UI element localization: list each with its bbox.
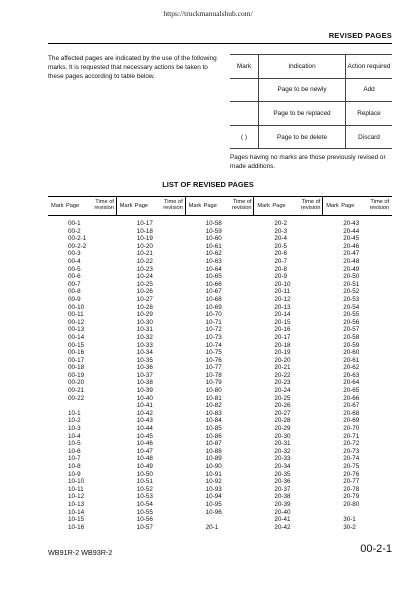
page-entry: 20-50 (343, 273, 360, 281)
legend-indication: Page to be newly (259, 78, 346, 102)
legend-row (230, 78, 392, 102)
page-entry: 20-32 (274, 447, 291, 455)
page-entry: 10-9 (68, 470, 81, 478)
page-entry: 20-3 (274, 227, 287, 235)
page-entry: 10-17 (136, 220, 153, 227)
page-entry: 00-14 (68, 333, 85, 341)
page-entry: 10-40 (136, 394, 153, 402)
footer-page-number: 00-2-1 (360, 543, 392, 555)
page-entry: 20-78 (343, 485, 360, 493)
page-entry: 10-58 (205, 220, 222, 227)
page-entry: 20-20 (274, 356, 291, 364)
page-entry (68, 402, 86, 410)
page-entry: 20-59 (343, 341, 360, 349)
page-entry: 10-21 (136, 250, 153, 258)
page-entry: 10-77 (205, 364, 222, 372)
page-entry (206, 516, 222, 524)
col-header-page: Page (272, 203, 286, 209)
page-entry: 10-43 (136, 417, 153, 425)
page-entry: 30-2 (343, 523, 356, 531)
page-entry: 00-2 (68, 227, 81, 235)
page-entry: 00-2-2 (68, 242, 87, 250)
page-entry: 20-11 (274, 288, 291, 296)
page-entry: 10-50 (136, 470, 153, 478)
page-entry: 20-68 (343, 409, 360, 417)
page-entry: 20-18 (274, 341, 291, 349)
col-header-mark: Mark (257, 203, 271, 209)
intro-paragraph: The affected pages are indicated by the use of the following marks. It is requested that necessary actions be taken to these pages according to table below. (48, 55, 217, 80)
page-entry: 20-7 (274, 257, 287, 265)
page-column (68, 220, 86, 531)
page-entry: 10-14 (68, 508, 85, 516)
page-entry: 20-63 (343, 371, 360, 379)
page-entry: 20-12 (274, 295, 291, 303)
column-divider (185, 197, 186, 215)
page-entry: 00-6 (68, 273, 81, 281)
page-entry: 10-75 (205, 349, 222, 357)
page-entry: 20-77 (343, 478, 360, 486)
page-entry: 10-68 (205, 295, 222, 303)
page-entry: 10-90 (205, 463, 222, 470)
column-divider (116, 197, 117, 215)
col-header-mark: Mark (51, 203, 64, 209)
page-entry: 20-39 (274, 500, 291, 508)
page-entry: 20-34 (274, 463, 291, 470)
revised-pages-grid (48, 196, 392, 540)
page-entry: 20-54 (343, 303, 360, 311)
page-entry: 20-65 (343, 387, 360, 395)
page-entry: 20-48 (343, 257, 360, 265)
page-entry: 10-20 (136, 242, 153, 250)
page-entry: 20-69 (343, 417, 360, 425)
page-entry: 10-39 (136, 387, 153, 395)
page-entry: 10-15 (68, 516, 85, 524)
page-entry: 20-1 (205, 523, 219, 531)
page-entry: 10-46 (136, 440, 153, 448)
page-entry: 20-51 (343, 280, 360, 288)
legend-row (230, 125, 392, 149)
page-entry: 20-24 (274, 387, 291, 395)
col-header-page: Page (341, 203, 355, 209)
page-entry: 30-1 (343, 516, 356, 524)
page-entry: 00-18 (68, 364, 85, 372)
page-entry: 20-22 (274, 371, 291, 379)
page-entry: 10-41 (136, 402, 153, 410)
page-entry: 10-34 (136, 349, 153, 357)
page-entry: 10-33 (136, 341, 153, 349)
page-entry: 10-71 (205, 318, 222, 326)
page-entry: 20-64 (343, 379, 360, 387)
page-entry: 10-7 (68, 455, 81, 463)
legend-mark (230, 78, 259, 102)
page-entry: 20-15 (274, 318, 291, 326)
page-entry: 00-3 (68, 250, 81, 258)
col-header-page: Page (66, 203, 80, 209)
page-entry: 10-91 (205, 470, 222, 478)
page-entry: 10-48 (136, 455, 153, 463)
page-entry: 20-43 (343, 220, 360, 227)
page-entry: 20-80 (343, 500, 360, 508)
page-entry: 10-45 (136, 432, 153, 440)
page-entry: 10-86 (205, 432, 222, 440)
page-entry: 10-83 (205, 409, 222, 417)
legend-note: Pages having no marks are those previously revised or made additions. (230, 154, 386, 170)
page-entry: 10-84 (205, 417, 222, 425)
page-entry: 10-62 (205, 250, 222, 258)
page-entry: 20-2 (274, 220, 287, 227)
page-entry: 20-47 (343, 250, 360, 258)
page-entry: 20-67 (343, 402, 360, 410)
page-header-title: REVISED PAGES (328, 31, 392, 40)
page-entry: 20-70 (343, 425, 360, 433)
page-entry: 20-60 (343, 349, 360, 357)
page-entry: 10-24 (136, 273, 153, 281)
col-header-time: Time of revision (369, 199, 390, 211)
page-entry: 20-37 (274, 485, 291, 493)
page-entry: 00-15 (68, 341, 85, 349)
page-entry: 20-23 (274, 379, 291, 387)
legend-header-action: Action required (346, 55, 393, 79)
page-entry: 20-42 (274, 523, 291, 531)
page-entry: 10-27 (136, 295, 153, 303)
column-divider (322, 197, 323, 215)
page-entry: 20-38 (274, 493, 291, 501)
page-entry: 20-74 (343, 455, 360, 463)
page-entry: 00-17 (68, 356, 85, 364)
legend-action: Add (346, 78, 393, 102)
page-entry: 10-67 (205, 288, 222, 296)
page-entry: 10-51 (136, 478, 153, 486)
page-entry: 10-8 (68, 463, 81, 470)
page-entry: 20-76 (343, 470, 360, 478)
page-entry: 10-59 (205, 227, 222, 235)
page-entry: 10-28 (136, 303, 153, 311)
page-entry: 20-45 (343, 235, 360, 243)
page-entry: 20-75 (343, 463, 360, 470)
page-entry: 10-96 (205, 508, 222, 516)
page-entry: 10-78 (205, 371, 222, 379)
page-entry: 00-13 (68, 326, 85, 334)
legend-action: Replace (346, 102, 393, 126)
page-entry: 20-44 (343, 227, 360, 235)
column-divider (253, 197, 254, 215)
col-header-mark: Mark (188, 203, 202, 209)
page-entry: 10-85 (205, 425, 222, 433)
page-entry: 20-58 (343, 333, 360, 341)
page-entry: 20-66 (343, 394, 360, 402)
footer-model: WB91R-2 WB93R-2 (48, 548, 113, 557)
page-entry: 20-30 (274, 432, 291, 440)
page-entry: 20-27 (274, 409, 291, 417)
page-entry: 20-79 (343, 493, 360, 501)
page-entry: 10-70 (205, 311, 222, 319)
page-entry: 10-87 (205, 440, 222, 448)
page-entry: 10-65 (205, 273, 222, 281)
legend-indication: Page to be replaced (259, 102, 346, 126)
page-entry: 10-22 (136, 257, 153, 265)
col-header-page: Page (134, 203, 149, 209)
page-entry: 10-30 (136, 318, 153, 326)
page-entry: 20-16 (274, 326, 291, 334)
page-entry: 20-52 (343, 288, 360, 296)
page-entry: 20-56 (343, 318, 360, 326)
legend-mark: ( ) (230, 125, 259, 149)
page-entry: 10-12 (68, 493, 85, 501)
page-columns (48, 220, 392, 540)
legend-header-mark: Mark (230, 55, 259, 79)
page-entry: 00-12 (68, 318, 85, 326)
list-title: LIST OF REVISED PAGES (162, 180, 254, 189)
page-entry: 10-95 (205, 500, 222, 508)
page-entry: 20-40 (274, 508, 291, 516)
page-entry: 00-8 (68, 288, 81, 296)
page-entry: 20-19 (274, 349, 291, 357)
page-entry: 20-8 (274, 265, 287, 273)
page-entry: 20-49 (343, 265, 360, 273)
page-entry: 10-36 (136, 364, 153, 372)
page-entry: 10-47 (136, 447, 153, 455)
page-entry: 20-33 (274, 455, 291, 463)
header-divider (48, 43, 392, 44)
legend-header-row (230, 55, 392, 79)
page-entry: 00-19 (68, 371, 85, 379)
page-entry: 20-61 (343, 356, 360, 364)
page-entry: 20-21 (274, 364, 291, 372)
page-column (137, 220, 153, 531)
page-entry: 10-82 (205, 402, 222, 410)
page-entry: 20-29 (274, 425, 291, 433)
page-entry: 10-10 (68, 478, 85, 486)
legend-action: Discard (346, 125, 393, 149)
page-entry: 10-81 (205, 394, 222, 402)
page-entry: 10-16 (68, 523, 85, 531)
page-entry: 20-4 (274, 235, 287, 243)
page-entry: 10-53 (136, 493, 153, 501)
page-entry: 20-62 (343, 364, 360, 372)
page-entry: 10-88 (205, 447, 222, 455)
page-entry: 10-56 (136, 516, 153, 524)
legend-row (230, 102, 392, 126)
page-entry: 20-41 (274, 516, 291, 524)
page-entry: 00-21 (68, 387, 85, 395)
page-entry: 10-23 (136, 265, 153, 273)
page-entry: 20-55 (343, 311, 360, 319)
page-entry: 10-66 (205, 280, 222, 288)
page-entry: 20-5 (274, 242, 287, 250)
marks-legend-table (230, 54, 392, 149)
page-entry: 20-46 (343, 242, 360, 250)
legend-header-indication: Indication (259, 55, 346, 79)
page-entry: 10-13 (68, 500, 85, 508)
page-entry: 10-3 (68, 425, 81, 433)
page-entry: 20-35 (274, 470, 291, 478)
page-entry: 00-7 (68, 280, 81, 288)
page-entry: 10-5 (68, 440, 81, 448)
page-entry: 10-54 (136, 500, 153, 508)
page-entry: 20-53 (343, 295, 360, 303)
page-column (343, 220, 359, 531)
page-entry: 10-37 (136, 371, 153, 379)
page-entry: 10-26 (136, 288, 153, 296)
legend-indication: Page to be delete (259, 125, 346, 149)
page-entry: 10-89 (205, 455, 222, 463)
page-entry: 20-73 (343, 447, 360, 455)
page-entry: 10-31 (136, 326, 153, 334)
page-entry: 20-26 (274, 402, 291, 410)
column-headers (48, 196, 392, 216)
page-entry: 10-76 (205, 356, 222, 364)
page-entry: 00-9 (68, 295, 81, 303)
col-header-time: Time of revision (94, 199, 114, 211)
page-entry: 20-9 (274, 273, 287, 281)
page-entry: 10-49 (136, 463, 153, 470)
page-entry: 00-4 (68, 257, 81, 265)
page-entry: 20-14 (274, 311, 291, 319)
page-entry: 10-25 (136, 280, 153, 288)
page-entry: 10-94 (205, 493, 222, 501)
page-entry: 00-11 (68, 311, 84, 319)
page-entry: 10-92 (205, 478, 222, 486)
page-entry: 20-25 (274, 394, 291, 402)
page-entry: 10-57 (136, 523, 153, 531)
page-column (274, 220, 290, 531)
col-header-time: Time of revision (300, 199, 321, 211)
page-entry: 20-57 (343, 326, 360, 334)
page-entry: 10-73 (205, 333, 222, 341)
page-entry: 00-1 (68, 220, 81, 227)
page-entry: 00-22 (68, 394, 85, 402)
page-entry: 20-31 (274, 440, 291, 448)
page-entry: 10-79 (205, 379, 222, 387)
page-entry: 10-60 (205, 235, 222, 243)
page-entry: 10-42 (136, 409, 153, 417)
page-entry: 10-6 (68, 447, 81, 455)
page-entry: 10-63 (205, 257, 222, 265)
page-entry: 10-4 (68, 432, 81, 440)
page-entry: 20-71 (343, 432, 360, 440)
col-header-time: Time of revision (163, 199, 183, 211)
page-entry: 10-44 (136, 425, 153, 433)
page-entry: 10-93 (205, 485, 222, 493)
page-entry: 10-29 (136, 311, 153, 319)
page-entry: 20-10 (274, 280, 291, 288)
page-entry: 10-38 (136, 379, 153, 387)
page-entry: 10-35 (136, 356, 153, 364)
page-entry: 10-32 (136, 333, 153, 341)
page-entry: 10-74 (205, 341, 222, 349)
page-entry: 10-11 (68, 485, 84, 493)
page-entry: 00-2-1 (68, 235, 87, 243)
page-entry: 10-1 (68, 409, 81, 417)
page-entry: 10-55 (136, 508, 153, 516)
source-url: https://truckmanualshub.com/ (163, 9, 253, 18)
page-entry: 20-28 (274, 417, 291, 425)
page-entry: 10-19 (136, 235, 153, 243)
page-entry: 20-6 (274, 250, 287, 258)
page-entry: 20-17 (274, 333, 291, 341)
page-entry: 10-69 (205, 303, 222, 311)
page-entry (343, 509, 359, 517)
col-header-page: Page (203, 203, 217, 209)
page-entry: 20-72 (343, 440, 360, 448)
col-header-mark: Mark (119, 203, 133, 209)
page-entry: 20-36 (274, 478, 291, 486)
page-entry: 20-13 (274, 303, 291, 311)
page-entry: 10-52 (136, 485, 153, 493)
page-entry: 00-16 (68, 349, 85, 357)
page-entry: 10-72 (205, 326, 222, 334)
page-column (206, 220, 222, 531)
page-entry: 00-5 (68, 265, 81, 273)
page-entry: 00-10 (68, 303, 85, 311)
col-header-time: Time of revision (231, 199, 252, 211)
page-entry: 10-2 (68, 417, 81, 425)
page-entry: 10-80 (205, 387, 222, 395)
page-entry: 10-18 (136, 227, 153, 235)
page-entry: 10-64 (205, 265, 222, 273)
page-entry: 10-61 (205, 242, 222, 250)
col-header-mark: Mark (326, 203, 339, 209)
page-entry: 00-20 (68, 379, 85, 387)
legend-mark (230, 102, 259, 126)
